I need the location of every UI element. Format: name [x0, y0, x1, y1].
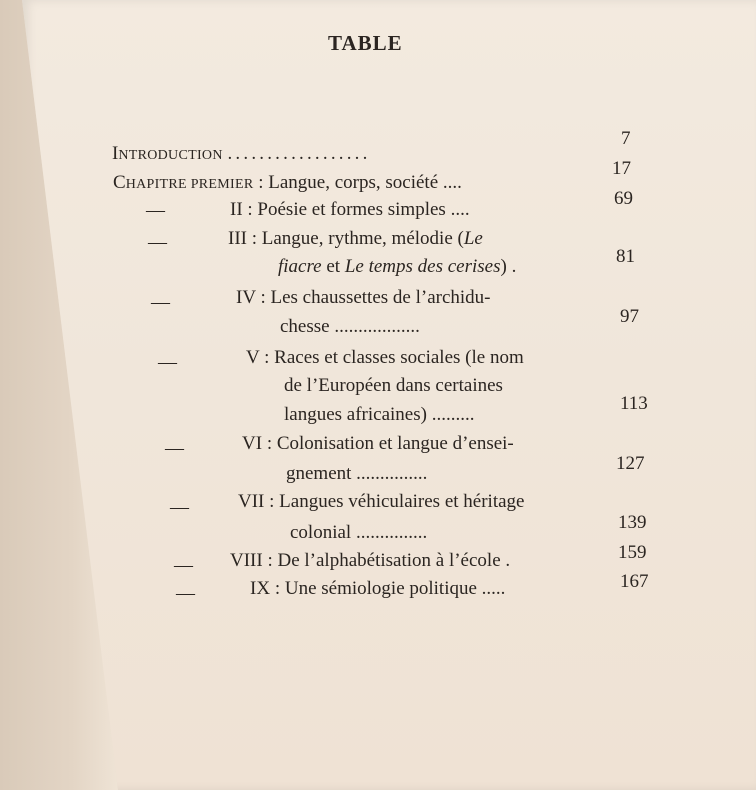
- toc-dash: —: [148, 232, 167, 253]
- toc-entry-introduction: INTRODUCTION ..................: [112, 143, 371, 164]
- toc-page-number: 127: [616, 453, 645, 474]
- toc-dash: —: [158, 352, 177, 373]
- toc-dash: —: [165, 438, 184, 459]
- toc-page-number: 81: [616, 246, 635, 267]
- toc-page-number: 97: [620, 306, 639, 327]
- toc-entry-chapter-5-cont1: de l’Européen dans certaines: [284, 375, 503, 396]
- toc-dash: —: [146, 200, 165, 221]
- toc-entry-chapter-7: VII : Langues véhiculaires et héritage: [238, 491, 525, 512]
- toc-entry-chapter-3: III : Langue, rythme, mélodie (Le: [228, 228, 483, 249]
- toc-entry-chapter-4-cont: chesse ..................: [280, 316, 420, 337]
- toc-entry-chapter-5-cont2: langues africaines) .........: [284, 404, 475, 425]
- toc-entry-chapter-4: IV : Les chaussettes de l’archidu-: [236, 287, 491, 308]
- toc-page-number: 69: [614, 188, 633, 209]
- toc-dash: —: [174, 555, 193, 576]
- toc-entry-chapter-7-cont: colonial ...............: [290, 522, 428, 543]
- toc-page-number: 17: [612, 158, 631, 179]
- toc-dash: —: [176, 583, 195, 604]
- toc-dash: —: [151, 292, 170, 313]
- toc-dash: —: [170, 497, 189, 518]
- toc-entry-chapter-6-cont: gnement ...............: [286, 463, 428, 484]
- toc-entry-chapter-8: VIII : De l’alphabétisation à l’école .: [230, 550, 511, 571]
- page-title: TABLE: [328, 31, 403, 55]
- toc-entry-chapter-9: IX : Une sémiologie politique .....: [250, 578, 506, 599]
- toc-entry-chapter-3-cont: fiacre et Le temps des cerises) .: [278, 256, 517, 277]
- toc-entry-chapter-2: II : Poésie et formes simples ....: [230, 199, 470, 220]
- toc-page-number: 7: [621, 128, 631, 149]
- toc-page-number: 159: [618, 542, 647, 563]
- toc-entry-chapter-5: V : Races et classes sociales (le nom: [246, 347, 524, 368]
- toc-entry-chapter-1: CHAPITRE PREMIER : Langue, corps, société ....: [113, 172, 462, 193]
- toc-page-number: 113: [620, 393, 648, 414]
- toc-entry-chapter-6: VI : Colonisation et langue d’ensei-: [242, 433, 514, 454]
- toc-page-number: 139: [618, 512, 647, 533]
- toc-page-number: 167: [620, 571, 649, 592]
